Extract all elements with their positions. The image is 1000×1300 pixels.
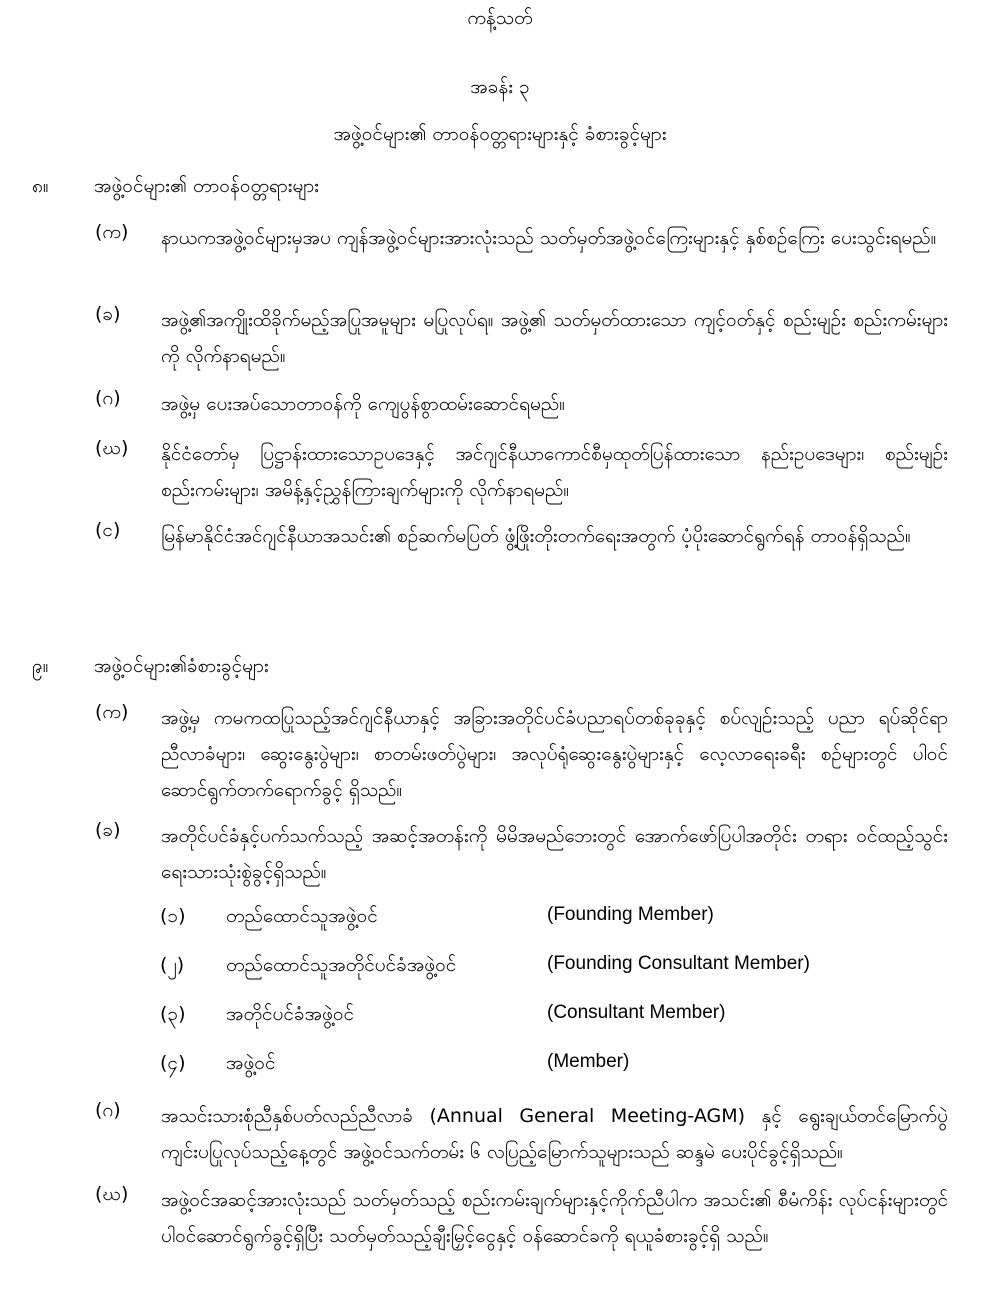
rank-name: အဖွဲ့ဝင် [226,1052,276,1074]
item-text: မြန်မာနိုင်ငံအင်ဂျင်နီယာအသင်း၏ စဉ်ဆက်မပြတ် ဖွံ့ဖြိုးတိုးတက်ရေးအတွက် ပံ့ပိုးဆောင်ရွက်ရန် တာဝန်ရှိသည်။ [161,525,911,547]
section-number: ၉။ [32,655,49,677]
item-label: (ဂ) [95,387,121,409]
item-text: အတိုင်ပင်ခံနှင့်ပက်သက်သည့် အဆင့်အတန်းကို မိမိအမည်ဘေးတွင် အောက်ဖော်ပြပါအတိုင်း တရား ဝင်ထည့်သွင်းရေးသားသုံးစွဲခွင့်ရှိသည်။ [161,825,948,883]
section-title: အဖွဲ့ဝင်များ၏ တာဝန်ဝတ္တရားများ [94,175,319,197]
item-label: (ဂ) [95,1099,121,1121]
item-label: (က) [95,221,129,243]
rank-label: (၃) [160,1003,186,1025]
item-text: အဖွဲ့၏အကျိုးထိခိုက်မည့်အပြုအမူများ မပြုလုပ်ရ။ အဖွဲ့၏ သတ်မှတ်ထားသော ကျင့်ဝတ်နှင့် စည်းမျဉ်း စည်းကမ်းများကို လိုက်နာရမည်။ [161,309,948,367]
item-text: အဖွဲ့မှ ကမကထပြုသည့်အင်ဂျင်နီယာနှင့် အခြားအတိုင်ပင်ခံပညာရပ်တစ်ခုခုနှင့် စပ်လျဉ်းသည့် ပညာ ရပ်ဆိုင်ရာညီလာခံများ၊ ဆွေးနွေးပွဲများ၊ စာတမ်းဖတ်ပွဲများ၊ အလုပ်ရုံဆွေးနွေးပွဲများနှင့် လေ့လာရေးခရီး စဉ်များတွင် ပါဝင်ဆောင်ရွက်တက်ရောက်ခွင့် ရှိသည်။ [161,707,948,801]
rank-label: (၁) [160,905,186,927]
rank-english: (Founding Consultant Member) [547,953,810,974]
item-text: နိုင်ငံတော်မှ ပြဋ္ဌာန်းထားသောဥပဒေနှင့် အင်ဂျင်နီယာကောင်စီမှထုတ်ပြန်ထားသော နည်းဥပဒေများ၊ စည်းမျဉ်းစည်းကမ်းများ၊ အမိန့်နှင့်ညွှန်ကြားချက်များကို လိုက်နာရမည်။ [161,443,948,501]
rank-name: အတိုင်ပင်ခံအဖွဲ့ဝင် [226,1003,355,1025]
rank-label: (၄) [160,1052,186,1074]
item-text: အဖွဲ့မှ ပေးအပ်သောတာဝန်ကို ကျေပွန်စွာထမ်းဆောင်ရမည်။ [161,393,565,415]
item-text: အသင်းသားစုံညီနှစ်ပတ်လည်ညီလာခံ (Annual General Meeting-AGM) နှင့် ရွေးချယ်တင်မြောက်ပွဲ ကျင်းပပြုလုပ်သည့်နေ့တွင် အဖွဲ့ဝင်သက်တမ်း ၆ လပြည့်မြောက်သူများသည် ဆန္ဒမဲ ပေးပိုင်ခွင့်ရှိသည်။ [161,1105,948,1163]
item-label: (ဃ) [95,1183,129,1205]
item-label: (က) [95,701,129,723]
item-text: အဖွဲ့ဝင်အဆင့်အားလုံးသည် သတ်မှတ်သည့် စည်းကမ်းချက်များနှင့်ကိုက်ညီပါက အသင်း၏ စီမံကိန်း လုပ်ငန်းများတွင် ပါဝင်ဆောင်ရွက်ခွင့်ရှိပြီး သတ်မှတ်သည့်ချီးမြှင့်ငွေနှင့် ဝန်ဆောင်ခကို ရယူခံစားခွင့်ရှိ သည်။ [161,1189,948,1247]
rank-english: (Member) [547,1051,630,1072]
rank-name: တည်ထောင်သူအဖွဲ့ဝင် [226,905,378,927]
section-number: ၈။ [32,175,49,197]
section-title: အဖွဲ့ဝင်များ၏ခံစားခွင့်များ [94,655,269,677]
chapter-title: အဖွဲ့ဝင်များ၏ တာဝန်ဝတ္တရားများနှင့် ခံစားခွင့်များ [333,123,667,145]
rank-name: တည်ထောင်သူအတိုင်ပင်ခံအဖွဲ့ဝင် [226,954,457,976]
item-label: (င) [95,519,121,541]
rank-label: (၂) [160,954,185,976]
rank-english: (Founding Member) [547,904,714,925]
item-label: (ခ) [95,819,121,841]
rank-english: (Consultant Member) [547,1002,726,1023]
item-label: (ဃ) [95,437,129,459]
chapter-number: အခန်း ၃ [470,76,530,98]
item-text: နာယကအဖွဲ့ဝင်များမှအပ ကျန်အဖွဲ့ဝင်များအားလုံးသည် သတ်မှတ်အဖွဲ့ဝင်ကြေးများနှင့် နှစ်စဉ်ကြေး ပေးသွင်းရမည်။ [161,227,937,249]
item-label: (ခ) [95,303,121,325]
page-header: ကန့်သတ် [467,7,533,29]
